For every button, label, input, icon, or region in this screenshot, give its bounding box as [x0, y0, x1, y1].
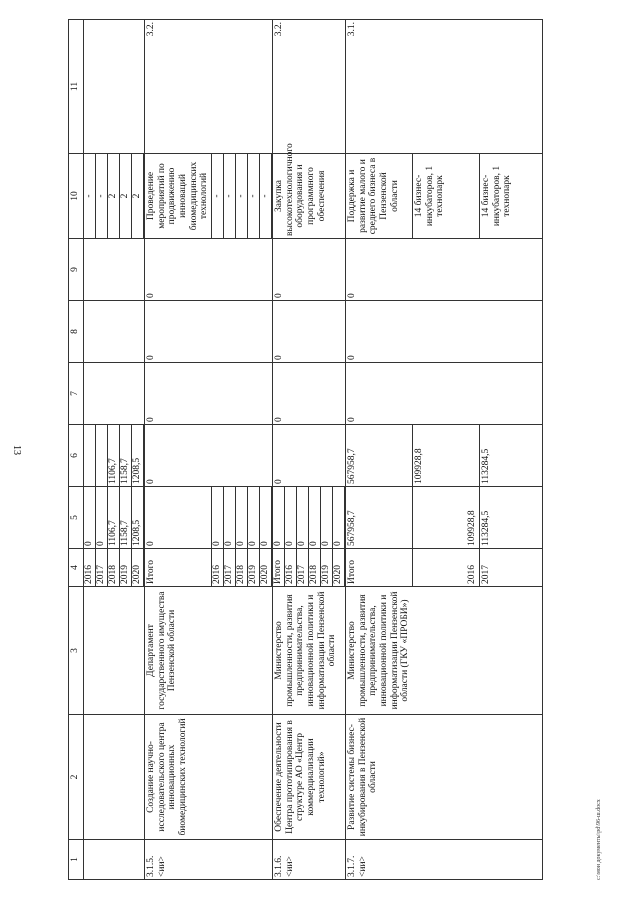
value-cell: 113284,5: [481, 448, 491, 484]
total-value: 0: [145, 425, 273, 487]
year-cell: 2018: [236, 549, 248, 586]
row-number: 3.1.7. <ии>: [346, 840, 543, 880]
value-cell: 109928,8: [413, 487, 480, 548]
row-number: 3.1.5. <ии>: [145, 840, 273, 880]
col-7: 7: [69, 363, 84, 425]
value-cell: 1208,5: [132, 487, 144, 548]
col-4: 4: [69, 549, 84, 587]
total-value: 0: [273, 363, 346, 425]
total-value: 0: [346, 301, 543, 363]
continuation-block: [84, 20, 145, 880]
year-cell: 2016: [212, 549, 224, 586]
result-cell: 2: [120, 154, 132, 238]
value-cell: 0: [248, 487, 260, 548]
total-value: 0: [145, 363, 273, 425]
itogo-label: Итого: [346, 549, 413, 586]
year-cell: 2018: [309, 549, 321, 586]
col-6: 6: [69, 425, 84, 487]
value-cell: 0: [96, 487, 108, 548]
program-table: [68, 19, 543, 880]
year-cell: 2017: [224, 549, 236, 586]
executor: Министерство промышленности, развития предпринимательства, инновационной политики и информатизации Пензенской области (ГКУ «ПРОБИ»): [346, 587, 543, 715]
col-8: 8: [69, 301, 84, 363]
row-number: 3.1.6. <ии>: [273, 840, 346, 880]
result-cell: -: [84, 154, 96, 238]
total-value: 0: [273, 239, 346, 301]
value-cell: 0: [84, 487, 96, 548]
result-cell: 14 бизнес-инкубаторов, 1 технопарк: [413, 154, 480, 238]
value-cell: 0: [236, 487, 248, 548]
col-3: 3: [69, 587, 84, 715]
col-5: 5: [69, 487, 84, 549]
result-text: Поддержка и развитие малого и среднего бизнеса в Пензенской области: [346, 154, 413, 238]
col-10: 10: [69, 154, 84, 239]
value-cell: 0: [321, 487, 333, 548]
year-cell: 2016: [413, 549, 480, 586]
row-3-1-7: [346, 20, 543, 880]
value-cell: [84, 425, 96, 486]
header-row: [69, 20, 84, 880]
value-cell: 0: [309, 487, 321, 548]
footer-file-path: c:\мои документы\pd\96-ш.docx: [596, 799, 602, 880]
result-cell: 2: [108, 154, 120, 238]
result-cell: -: [224, 154, 236, 238]
value-cell: 0: [260, 487, 272, 548]
measure-name: Создание научно-исследовательского центра инновационных биомедицинских технологий: [145, 715, 273, 840]
col-11: 11: [69, 20, 84, 154]
executor: Министерство промышленности, развития предпринимательства, инновационной политики и информатизации Пензенской области: [273, 587, 346, 715]
value-cell: [96, 425, 108, 486]
year-cell: 2017: [481, 565, 491, 584]
indicator-ref: 3.2.: [145, 20, 273, 154]
total-value: 0: [273, 425, 346, 487]
indicator-ref: 3.2.: [273, 20, 346, 154]
total-value: 0: [273, 301, 346, 363]
executor: Департамент государственного имущества Пензенской области: [145, 587, 273, 715]
result-text: Проведение мероприятий по продвижению инноваций биомедицинских технологий: [145, 154, 212, 238]
total-value: 0: [273, 487, 285, 548]
value-cell: 0: [297, 487, 309, 548]
value-cell: 1106,7: [108, 425, 120, 486]
result-cell: -: [260, 154, 272, 238]
itogo-label: Итого: [145, 549, 212, 586]
measure-name: Обеспечение деятельности Центра прототипирования в структуре АО «Центр коммерциализации технологий»: [273, 715, 346, 840]
year-cell: 2017: [297, 549, 309, 586]
result-text: Закупка высокотехнологичного оборудования и программного обеспечения: [273, 154, 346, 239]
year-cell: 2020: [260, 549, 272, 586]
result-cell: -: [248, 154, 260, 238]
result-cell: -: [96, 154, 108, 238]
value-cell: 113284,5: [481, 510, 491, 546]
col-2: 2: [69, 715, 84, 840]
year-cell: 2020: [132, 549, 144, 586]
value-cell: 109928,8: [413, 425, 480, 486]
year-cell: 2019: [248, 549, 260, 586]
col-9: 9: [69, 239, 84, 301]
total-value: 0: [346, 363, 543, 425]
year-cell: 2020: [333, 549, 345, 586]
year-cell: 2019: [321, 549, 333, 586]
total-value: 567958,7: [346, 425, 413, 486]
value-cell: 1158,7: [120, 425, 132, 486]
total-value: 0: [145, 239, 273, 301]
total-value: 0: [145, 487, 212, 548]
total-value: 0: [145, 301, 273, 363]
year-cell: 2016: [84, 549, 96, 586]
row-3-1-6: [273, 20, 346, 880]
value-cell: 1106,7: [108, 487, 120, 548]
year-cell: 2019: [120, 549, 132, 586]
value-cell: 0: [224, 487, 236, 548]
total-value: 0: [346, 239, 543, 301]
value-cell: 0: [212, 487, 224, 548]
page-number: 13: [11, 445, 22, 455]
result-cell: 14 бизнес-инкубаторов, 1 технопарк: [481, 165, 513, 227]
value-cell: 1208,5: [132, 425, 144, 486]
rotated-table-page: [68, 20, 593, 880]
value-cell: 1158,7: [120, 487, 132, 548]
year-cell: 2018: [108, 549, 120, 586]
total-value: 567958,7: [346, 487, 413, 548]
row-3-1-5: [145, 20, 273, 880]
indicator-ref: 3.1.: [346, 20, 543, 154]
measure-name: Развитие системы бизнес-инкубирования в Пензенской области: [346, 715, 543, 840]
value-cell: 0: [333, 487, 345, 548]
year-cell: 2017: [96, 549, 108, 586]
itogo-label: Итого: [273, 549, 285, 586]
year-cell: 2016: [285, 549, 297, 586]
col-1: 1: [69, 840, 84, 880]
result-cell: 2: [132, 154, 144, 238]
result-cell: -: [212, 154, 224, 238]
value-cell: 0: [285, 487, 297, 548]
result-cell: -: [236, 154, 248, 238]
